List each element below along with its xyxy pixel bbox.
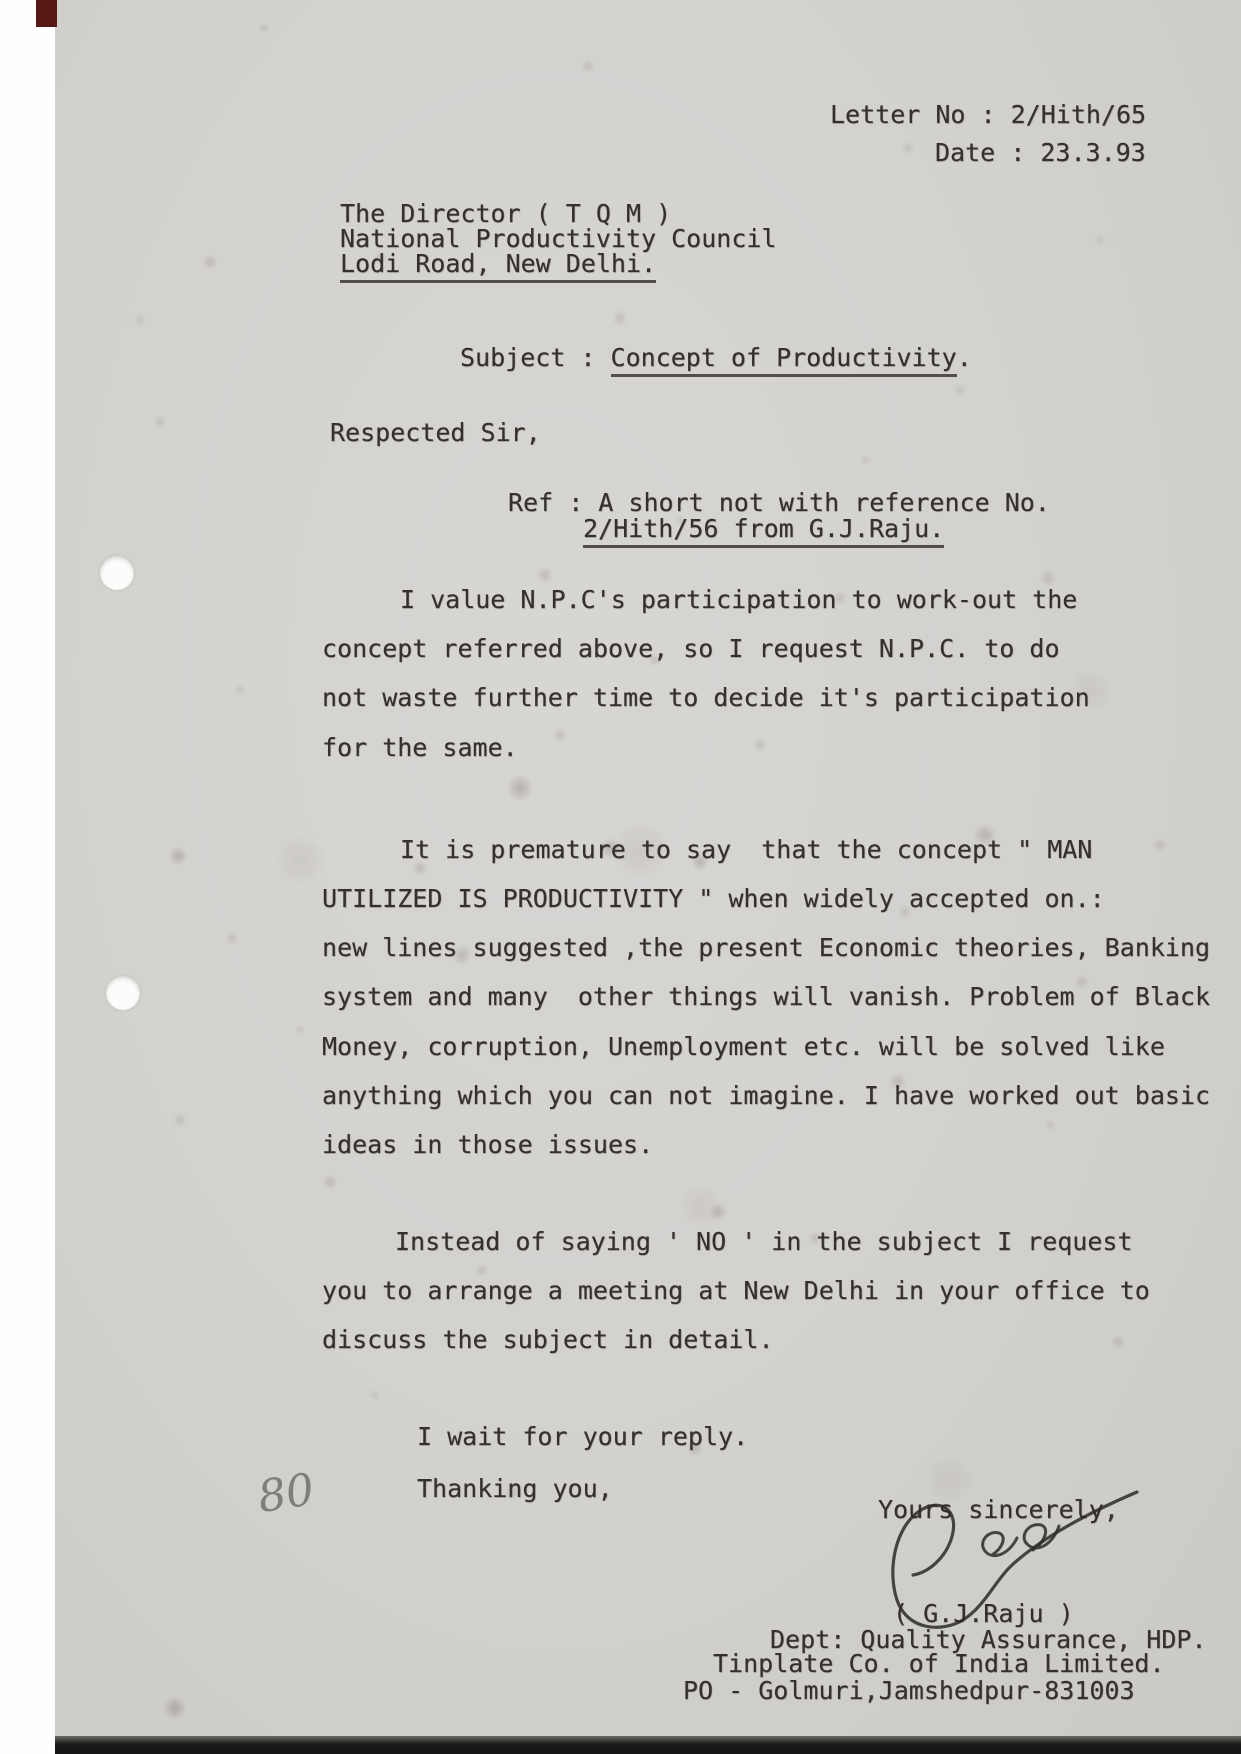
letter-signature-block-line-5: PO - Golmuri,Jamshedpur-831003 [683, 1676, 1135, 1705]
letter-recipient-line-3: Lodi Road, New Delhi. [340, 250, 656, 278]
letter-body-paragraph-3-line-2: you to arrange a meeting at New Delhi in your office to [322, 1276, 1150, 1305]
letter-signature-block-line-1: Yours sincerely, [878, 1495, 1119, 1524]
hole-punch-top [100, 556, 134, 590]
letter-body-paragraph-2-line-5: Money, corruption, Unemployment etc. will be solved like [322, 1032, 1165, 1061]
letter-recipient-line-1: The Director ( T Q M ) [340, 199, 672, 228]
letter-signature-block-line-4: Tinplate Co. of India Limited. [713, 1649, 1165, 1678]
letter-reference-line-1: Ref : A short not with reference No. [508, 488, 1050, 517]
letter-signature-block-line-3: Dept: Quality Assurance, HDP. [770, 1625, 1207, 1654]
letter-body-paragraph-2-line-1: It is premature to say that the concept " MAN [400, 835, 1093, 864]
letter-subject-line-1: Subject : Concept of Productivity. [460, 344, 972, 372]
letter-body-paragraph-1-line-3: not waste further time to decide it's participation [322, 683, 1090, 712]
letter-closing-line-2: Thanking you, [417, 1474, 613, 1503]
letter-body-paragraph-2-line-3: new lines suggested ,the present Economic theories, Banking [322, 933, 1211, 962]
letter-body-paragraph-3-line-3: discuss the subject in detail. [322, 1325, 774, 1354]
letter-header-line-1: Letter No : 2/Hith/65 [830, 100, 1147, 129]
letter-body-paragraph-1-line-2: concept referred above, so I request N.P.C. to do [322, 634, 1060, 663]
letter-header-line-2: Date : 23.3.93 [935, 138, 1146, 167]
page-bottom-edge [55, 1736, 1241, 1754]
letter-body-paragraph-2-line-2: UTILIZED IS PRODUCTIVITY " when widely accepted on.: [322, 884, 1105, 913]
letter-reference-line-2: 2/Hith/56 from G.J.Raju. [583, 515, 944, 543]
letter-body-paragraph-1-line-4: for the same. [322, 733, 518, 762]
letter-closing-line-1: I wait for your reply. [417, 1422, 749, 1451]
letter-body-paragraph-2-line-6: anything which you can not imagine. I have worked out basic [322, 1081, 1211, 1110]
corner-mark [36, 0, 57, 27]
letter-body-paragraph-2-line-7: ideas in those issues. [322, 1130, 654, 1159]
letter-salutation-line-1: Respected Sir, [330, 418, 541, 447]
letter-body-paragraph-3-line-1: Instead of saying ' NO ' in the subject I request [395, 1227, 1133, 1256]
signature-stroke-main [893, 1492, 1137, 1627]
letter-recipient-line-2: National Productivity Council [340, 224, 777, 253]
handwritten-page-number: 80 [254, 1463, 318, 1524]
letter-body-paragraph-1-line-1: I value N.P.C's participation to work-out the [400, 585, 1078, 614]
signature [845, 1478, 1155, 1638]
hole-punch-bottom [106, 976, 140, 1010]
letter-signature-block-line-2: ( G.J.Raju ) [893, 1599, 1074, 1628]
signature-stroke-curls [983, 1525, 1059, 1556]
scan-margin-strip [0, 0, 55, 1754]
letter-body-paragraph-2-line-4: system and many other things will vanish. Problem of Black [322, 982, 1211, 1011]
